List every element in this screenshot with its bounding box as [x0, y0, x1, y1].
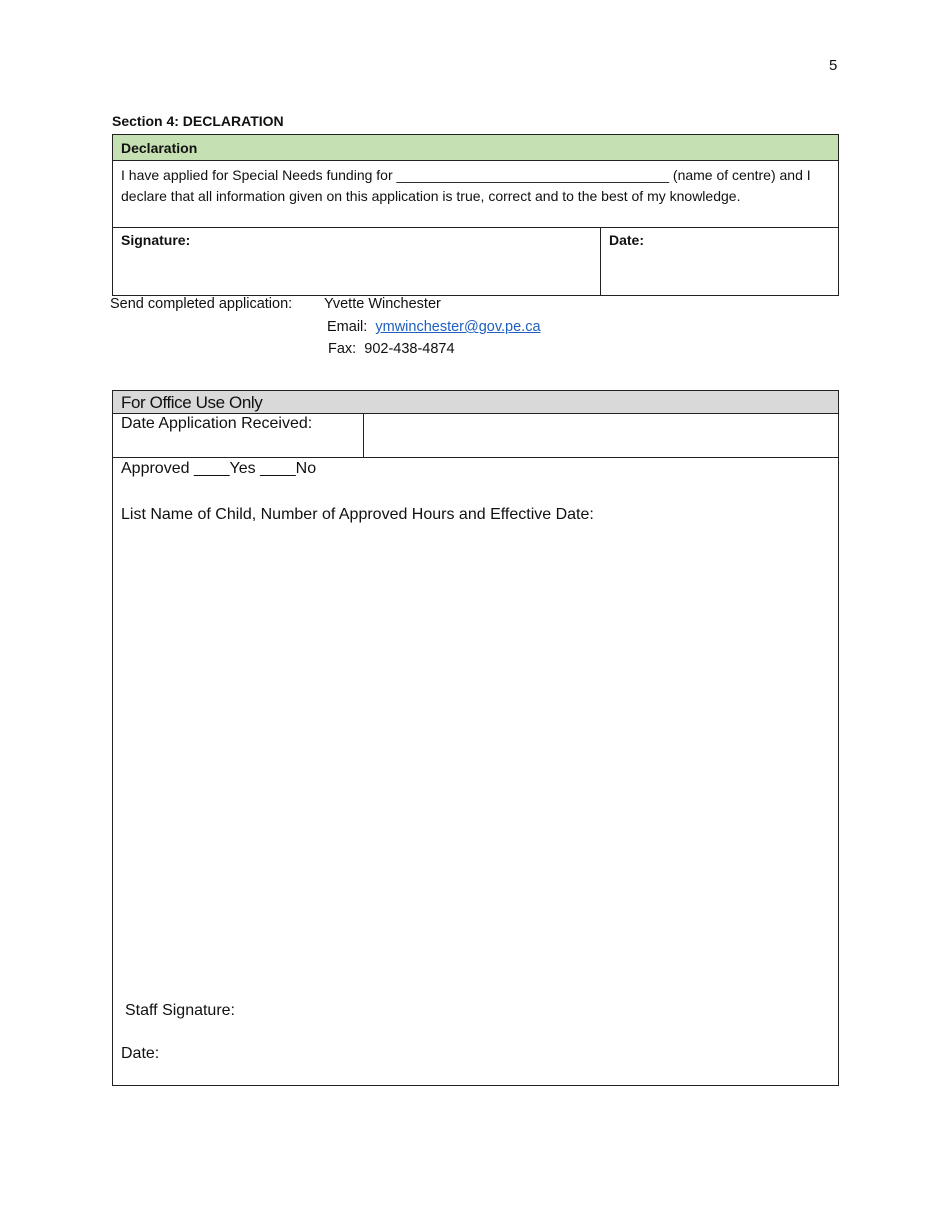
- contact-name: Yvette Winchester: [324, 296, 441, 312]
- declaration-header: Declaration: [113, 135, 838, 161]
- send-completed-label: Send completed application:: [110, 296, 293, 312]
- contact-fax-line: [328, 341, 455, 357]
- declaration-table: [112, 134, 839, 296]
- signature-field[interactable]: [113, 228, 601, 295]
- child-list-label: List Name of Child, Number of Approved Hours and Effective Date:: [121, 506, 594, 523]
- declaration-text: I have applied for Special Needs funding for ___________________________________ (name of centre) and I declare that all information given on this application is true, correct and to the best of my knowledge.: [113, 161, 838, 228]
- contact-email-line: [327, 319, 541, 335]
- office-date-label: Date:: [121, 1045, 160, 1062]
- page-number: 5: [829, 57, 838, 74]
- email-label: Email:: [327, 319, 368, 335]
- signature-label: Signature:: [121, 232, 191, 248]
- staff-signature-label: Staff Signature:: [125, 1002, 235, 1019]
- office-use-header: For Office Use Only: [113, 391, 838, 414]
- date-received-row: [113, 414, 838, 458]
- date-field[interactable]: [601, 228, 838, 295]
- fax-label: Fax:: [328, 341, 357, 357]
- email-link[interactable]: ymwinchester@gov.pe.ca: [375, 319, 541, 335]
- declaration-signature-row: [113, 228, 838, 295]
- office-use-table: [112, 390, 839, 1086]
- fax-number: 902-438-4874: [364, 341, 455, 357]
- section-heading: Section 4: DECLARATION: [112, 113, 284, 129]
- date-received-label: Date Application Received:: [113, 414, 364, 457]
- office-use-body[interactable]: [113, 458, 838, 1085]
- approved-line: Approved ____Yes ____No: [121, 460, 317, 477]
- date-label: Date:: [609, 232, 645, 248]
- date-received-field[interactable]: [364, 414, 838, 457]
